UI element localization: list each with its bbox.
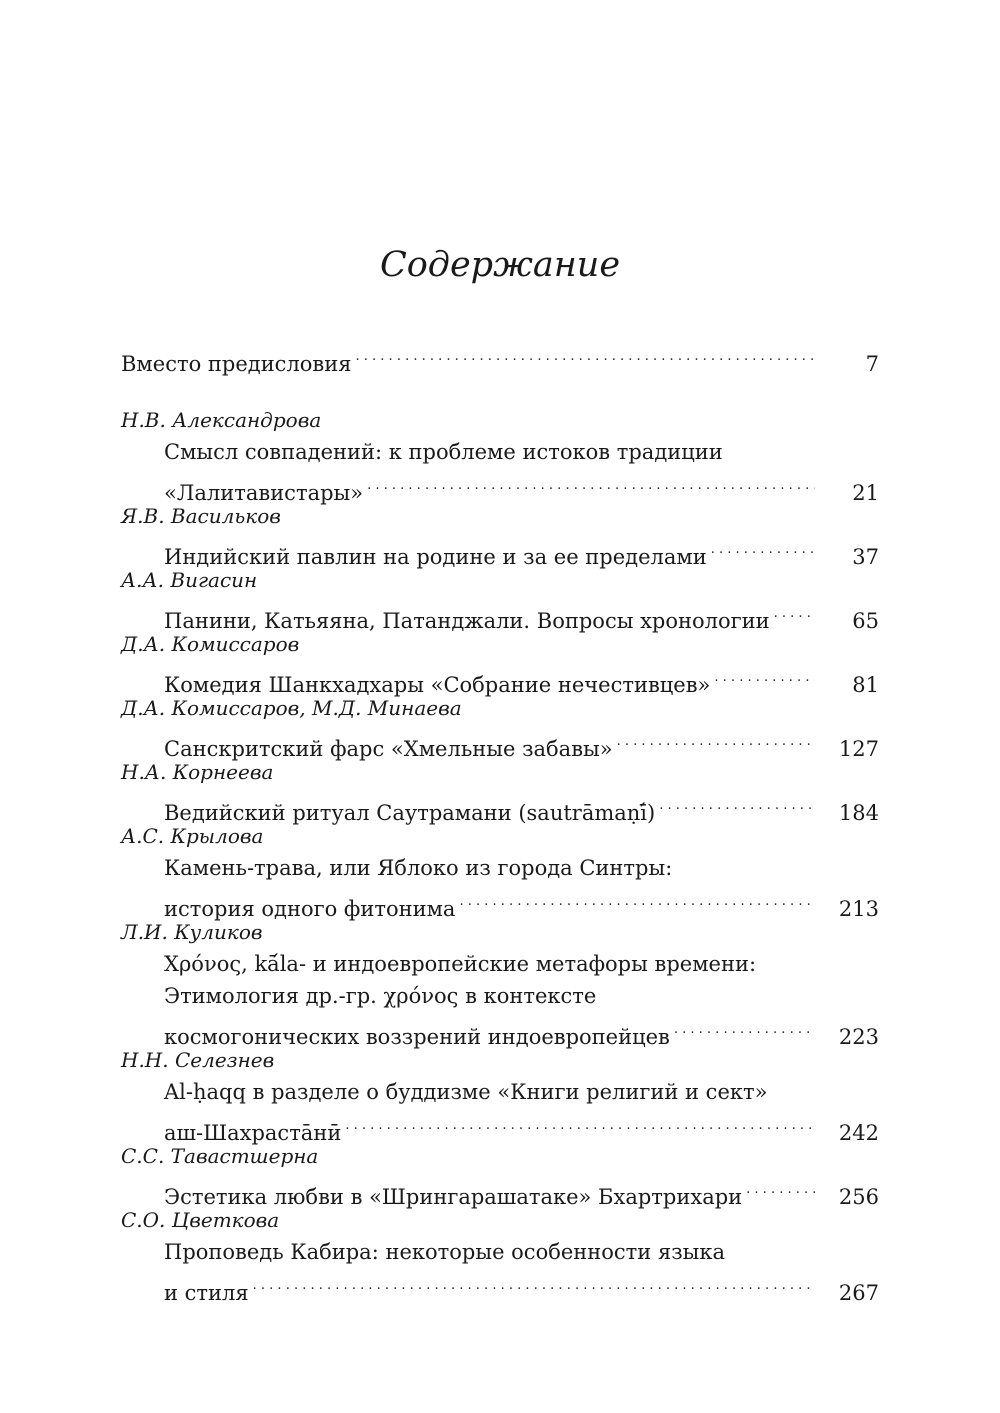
author-name: Я.В. Васильков <box>121 504 281 528</box>
dot-leader <box>711 532 815 564</box>
toc-entry <box>121 692 879 761</box>
page-number: 267 <box>838 1281 879 1305</box>
author-name: Н.В. Александрова <box>121 408 322 432</box>
toc-entry <box>121 916 879 1049</box>
page-number: 256 <box>838 1185 879 1209</box>
toc-title-line: Проповедь Кабира: некоторые особенности языка <box>164 1240 726 1264</box>
toc-entry <box>121 1044 879 1145</box>
author-name: Н.А. Корнеева <box>121 760 274 784</box>
toc-entry <box>121 628 879 697</box>
dot-leader <box>746 1172 815 1204</box>
dot-leader <box>367 468 815 500</box>
page-number: 7 <box>865 352 879 376</box>
toc-entry-last-line <box>121 1172 879 1209</box>
toc-entry-last-line <box>121 596 879 633</box>
dot-leader <box>356 339 816 371</box>
toc-entry <box>121 500 879 569</box>
page-number: 213 <box>838 897 879 921</box>
author-name: Л.И. Куликов <box>121 920 263 944</box>
page-title: Содержание <box>379 245 621 285</box>
author-name: Д.А. Комиссаров, М.Д. Минаева <box>121 696 462 720</box>
author-name: Н.Н. Селезнев <box>121 1048 275 1072</box>
dot-leader <box>459 884 815 916</box>
toc-entry <box>121 1140 879 1209</box>
toc-title-line: Комедия Шанкхадхары «Собрание нечестивцев» <box>164 673 711 697</box>
author-name: С.О. Цветкова <box>121 1208 280 1232</box>
toc-title-line: Панини, Катьяяна, Патанджали. Вопросы хронологии <box>164 609 770 633</box>
page-number: 184 <box>838 801 879 825</box>
dot-leader <box>774 596 815 628</box>
author-name: С.С. Тавастшерна <box>121 1144 319 1168</box>
page-number: 21 <box>852 481 879 505</box>
dot-leader <box>714 660 815 692</box>
toc-entry-last-line <box>121 724 879 761</box>
toc-entry-last-line <box>121 660 879 697</box>
dot-leader <box>345 1108 815 1140</box>
toc-title-line: Al-ḥaqq в разделе о буддизме «Книги религий и сект» <box>164 1080 768 1104</box>
toc-entry-last-line <box>121 532 879 569</box>
toc-entry <box>121 404 879 505</box>
table-of-contents <box>121 339 879 1305</box>
dot-leader <box>617 724 815 756</box>
toc-title-line: Смысл совпадений: к проблеме истоков традиции <box>164 440 723 464</box>
toc-entry-last-line <box>121 468 879 505</box>
toc-entry-last-line <box>121 1012 879 1049</box>
toc-title-line: Камень-трава, или Яблоко из города Синтры: <box>164 856 673 880</box>
page-number: 223 <box>838 1025 879 1049</box>
toc-entry <box>121 564 879 633</box>
page-number: 65 <box>852 609 879 633</box>
toc-entry-title: Вместо предисловия <box>121 352 352 376</box>
dot-leader <box>674 1012 815 1044</box>
page-number: 37 <box>852 545 879 569</box>
toc-title-line: Ведийский ритуал Саутрамани (sautrāmaṇī́) <box>164 801 656 825</box>
toc-entry <box>121 820 879 921</box>
author-name: А.А. Вигасин <box>121 568 258 592</box>
dot-leader <box>659 788 815 820</box>
toc-title-line: Этимология др.-гр. χρόνος в контексте <box>164 984 597 1008</box>
dot-leader <box>253 1268 815 1300</box>
author-name: А.С. Крылова <box>121 824 264 848</box>
toc-entry-last-line <box>121 1108 879 1145</box>
toc-title-line: Санскритский фарс «Хмельные забавы» <box>164 737 613 761</box>
toc-entry-last-line <box>121 1268 879 1305</box>
author-name: Д.А. Комиссаров <box>121 632 300 656</box>
toc-title-line: космогонических воззрений индоевропейцев <box>164 1025 670 1049</box>
toc-entry <box>121 756 879 825</box>
toc-entry-last-line <box>121 884 879 921</box>
toc-entry-intro <box>121 339 879 376</box>
page-number: 81 <box>852 673 879 697</box>
toc-title-line: аш-Шахрастāнӣ <box>164 1121 342 1145</box>
toc-title-line: история одного фитонима <box>164 897 456 921</box>
toc-title-line: Индийский павлин на родине и за ее пределами <box>164 545 707 569</box>
toc-title-line: «Лалитавистары» <box>164 481 364 505</box>
toc-entry <box>121 1204 879 1305</box>
toc-title-line: и стиля <box>164 1281 249 1305</box>
page-number: 127 <box>838 737 879 761</box>
toc-entry-last-line <box>121 788 879 825</box>
page-number: 242 <box>838 1121 879 1145</box>
toc-title-line: Эстетика любви в «Шрингарашатаке» Бхартрихари <box>164 1185 743 1209</box>
toc-title-line: Χρόνος, kā́la- и индоевропейские метафоры времени: <box>164 952 757 976</box>
